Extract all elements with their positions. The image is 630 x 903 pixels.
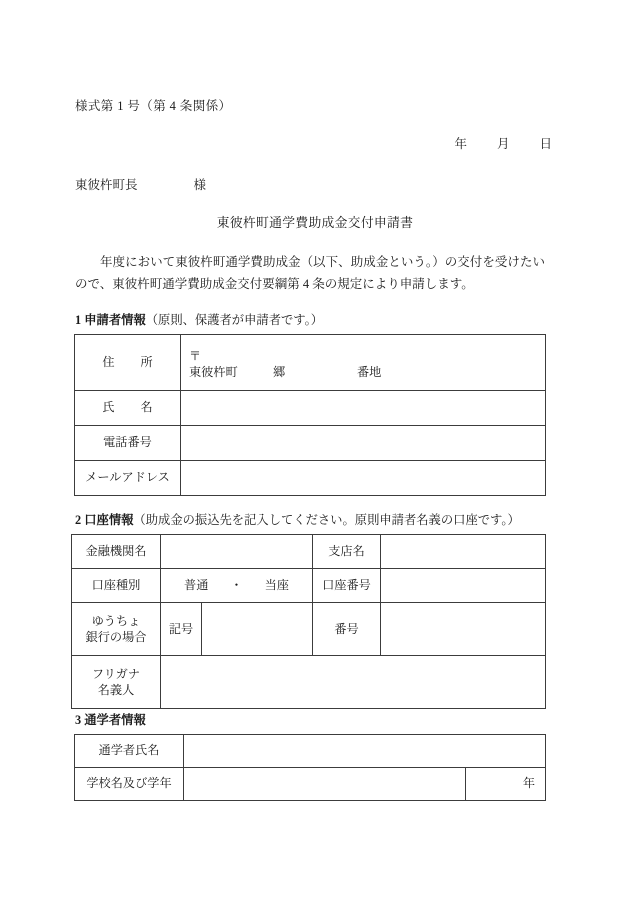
section-1-title: 1 申請者情報 xyxy=(75,313,146,327)
japan-post-label-line-1: ゆうちょ xyxy=(91,613,141,628)
furigana-label-line: フリガナ xyxy=(91,666,141,681)
name-label-cell xyxy=(75,391,181,426)
account-type-option-toza[interactable]: 当座 xyxy=(264,577,289,592)
account-type-separator: ・ xyxy=(230,577,243,592)
address-banchi-label: 番地 xyxy=(357,364,382,379)
student-information-table xyxy=(74,734,546,801)
furigana-holder-value-cell[interactable] xyxy=(161,656,546,709)
student-name-value-cell[interactable] xyxy=(184,735,546,768)
grade-unit-cell[interactable]: 年 xyxy=(466,768,546,801)
address-go-label: 郷 xyxy=(273,364,286,379)
addressee-line xyxy=(75,175,206,193)
bank-name-label-cell: 金融機関名 xyxy=(72,535,161,569)
address-label-part-2: 所 xyxy=(140,354,153,369)
section-heading-account xyxy=(75,510,520,528)
school-grade-label-cell: 学校名及び学年 xyxy=(75,768,184,801)
address-label-part-1: 住 xyxy=(102,354,115,369)
addressee-name: 東彼杵町長 xyxy=(75,178,138,192)
name-value-cell[interactable] xyxy=(181,391,546,426)
page-title: 東彼杵町通学費助成金交付申請書 xyxy=(216,216,414,230)
furigana-holder-label-cell xyxy=(72,656,161,709)
bango-label-cell: 番号 xyxy=(313,603,381,656)
name-label-part-2: 名 xyxy=(140,400,153,415)
account-number-label-cell: 口座番号 xyxy=(313,569,381,603)
table-row xyxy=(72,603,546,656)
address-label-cell xyxy=(75,335,181,391)
applicant-information-table xyxy=(74,334,546,496)
kigo-label-cell: 記号 xyxy=(161,603,202,656)
name-label-part-1: 氏 xyxy=(102,400,115,415)
address-value-cell[interactable] xyxy=(181,335,546,391)
branch-name-label-cell: 支店名 xyxy=(313,535,381,569)
bank-name-value-cell[interactable] xyxy=(161,535,313,569)
body-paragraph: 年度において東彼杵町通学費助成金（以下、助成金という。）の交付を受けたいので、東彼杵町通学費助成金交付要綱第 4 条の規定により申請します。 xyxy=(75,255,545,291)
holder-label-line: 名義人 xyxy=(97,683,135,697)
account-type-label-cell: 口座種別 xyxy=(72,569,161,603)
table-row xyxy=(75,768,546,801)
section-1-note: （原則、保護者が申請者です。） xyxy=(145,313,324,327)
japan-post-label-line-2: 銀行の場合 xyxy=(85,630,147,644)
addressee-honorific: 様 xyxy=(193,178,207,192)
account-type-option-futsu[interactable]: 普通 xyxy=(184,577,209,592)
section-2-title: 2 口座情報 xyxy=(75,513,134,527)
branch-name-value-cell[interactable] xyxy=(381,535,546,569)
section-heading-student xyxy=(75,710,146,728)
table-row xyxy=(75,735,546,768)
section-3-title: 3 通学者情報 xyxy=(75,713,146,727)
table-row xyxy=(72,569,546,603)
bango-value-cell[interactable] xyxy=(381,603,546,656)
table-row xyxy=(75,461,546,496)
address-town-label: 東彼杵町 xyxy=(189,364,238,379)
table-row xyxy=(75,426,546,461)
japan-post-label-cell xyxy=(72,603,161,656)
kigo-value-cell[interactable] xyxy=(202,603,313,656)
account-type-options-cell[interactable] xyxy=(161,569,313,603)
form-number: 様式第 1 号（第 4 条関係） xyxy=(75,99,232,113)
table-row xyxy=(72,535,546,569)
phone-value-cell[interactable] xyxy=(181,426,546,461)
date-year-label: 年 xyxy=(454,137,467,151)
table-row xyxy=(75,391,546,426)
school-name-value-cell[interactable] xyxy=(184,768,466,801)
bank-account-table xyxy=(71,534,546,709)
section-2-note: （助成金の振込先を記入してください。原則申請者名義の口座です。） xyxy=(133,513,520,527)
student-name-label-cell: 通学者氏名 xyxy=(75,735,184,768)
date-month-label: 月 xyxy=(496,137,510,151)
table-row xyxy=(75,335,546,391)
account-number-value-cell[interactable] xyxy=(381,569,546,603)
phone-label-cell: 電話番号 xyxy=(75,426,181,461)
section-heading-applicant xyxy=(75,310,323,328)
table-row xyxy=(72,656,546,709)
email-value-cell[interactable] xyxy=(181,461,546,496)
date-line xyxy=(454,134,552,152)
date-day-label: 日 xyxy=(539,137,552,151)
email-label-cell: メールアドレス xyxy=(75,461,181,496)
postal-mark: 〒 xyxy=(189,348,202,363)
